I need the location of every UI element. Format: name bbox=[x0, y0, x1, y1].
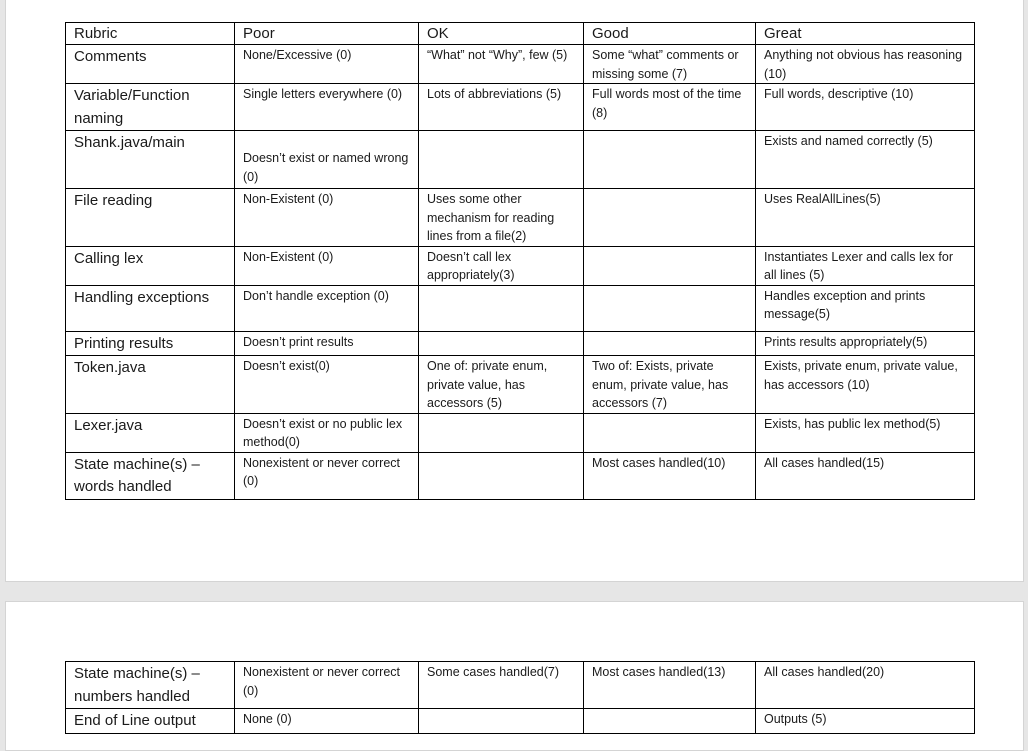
header-cell-great: Great bbox=[756, 23, 975, 45]
document-page-2 bbox=[5, 601, 1024, 751]
ok-cell bbox=[419, 709, 584, 734]
criterion-cell: State machine(s) – numbers handled bbox=[66, 662, 235, 709]
poor-cell: Nonexistent or never correct (0) bbox=[235, 452, 419, 499]
poor-cell: None/Excessive (0) bbox=[235, 45, 419, 84]
criterion-cell: File reading bbox=[66, 189, 235, 247]
table-row bbox=[66, 189, 975, 247]
ok-cell: Some cases handled(7) bbox=[419, 662, 584, 709]
header-cell-poor: Poor bbox=[235, 23, 419, 45]
good-cell bbox=[584, 709, 756, 734]
great-cell: Uses RealAllLines(5) bbox=[756, 189, 975, 247]
great-cell: Outputs (5) bbox=[756, 709, 975, 734]
good-cell: Most cases handled(13) bbox=[584, 662, 756, 709]
good-cell: Some “what” comments or missing some (7) bbox=[584, 45, 756, 84]
great-cell: Exists, has public lex method(5) bbox=[756, 413, 975, 452]
table-row bbox=[66, 84, 975, 131]
criterion-cell: Calling lex bbox=[66, 246, 235, 285]
table-row bbox=[66, 452, 975, 499]
table-row bbox=[66, 131, 975, 189]
ok-cell: “What” not “Why”, few (5) bbox=[419, 45, 584, 84]
criterion-cell: End of Line output bbox=[66, 709, 235, 734]
criterion-cell: Token.java bbox=[66, 356, 235, 414]
great-cell: Full words, descriptive (10) bbox=[756, 84, 975, 131]
criterion-cell: Printing results bbox=[66, 331, 235, 356]
table-row bbox=[66, 246, 975, 285]
good-cell bbox=[584, 413, 756, 452]
header-cell-ok: OK bbox=[419, 23, 584, 45]
criterion-cell: State machine(s) – words handled bbox=[66, 452, 235, 499]
ok-cell: Doesn’t call lex appropriately(3) bbox=[419, 246, 584, 285]
poor-cell: Doesn’t exist(0) bbox=[235, 356, 419, 414]
header-cell-rubric: Rubric bbox=[66, 23, 235, 45]
cell-spacer bbox=[243, 132, 410, 149]
ok-cell bbox=[419, 452, 584, 499]
table-row bbox=[66, 356, 975, 414]
good-cell bbox=[584, 131, 756, 189]
criterion-cell: Shank.java/main bbox=[66, 131, 235, 189]
poor-cell: Non-Existent (0) bbox=[235, 189, 419, 247]
poor-cell: Non-Existent (0) bbox=[235, 246, 419, 285]
criterion-cell: Lexer.java bbox=[66, 413, 235, 452]
great-cell: Anything not obvious has reasoning (10) bbox=[756, 45, 975, 84]
ok-cell bbox=[419, 285, 584, 331]
great-cell: Exists and named correctly (5) bbox=[756, 131, 975, 189]
table-row bbox=[66, 662, 975, 709]
table-row bbox=[66, 285, 975, 331]
good-cell: Most cases handled(10) bbox=[584, 452, 756, 499]
poor-cell: Don’t handle exception (0) bbox=[235, 285, 419, 331]
criterion-cell: Variable/Function naming bbox=[66, 84, 235, 131]
rubric-header-row bbox=[66, 23, 975, 45]
great-cell: Handles exception and prints message(5) bbox=[756, 285, 975, 331]
good-cell bbox=[584, 331, 756, 356]
rubric-table-continued bbox=[65, 661, 975, 734]
good-cell bbox=[584, 285, 756, 331]
criterion-cell: Handling exceptions bbox=[66, 285, 235, 331]
great-cell: Instantiates Lexer and calls lex for all lines (5) bbox=[756, 246, 975, 285]
header-cell-good: Good bbox=[584, 23, 756, 45]
great-cell: All cases handled(20) bbox=[756, 662, 975, 709]
poor-cell: Single letters everywhere (0) bbox=[235, 84, 419, 131]
ok-cell bbox=[419, 413, 584, 452]
good-cell bbox=[584, 246, 756, 285]
good-cell: Two of: Exists, private enum, private value, has accessors (7) bbox=[584, 356, 756, 414]
good-cell bbox=[584, 189, 756, 247]
document-page-1 bbox=[5, 0, 1024, 582]
table-row bbox=[66, 45, 975, 84]
poor-cell: Doesn’t exist or no public lex method(0) bbox=[235, 413, 419, 452]
ok-cell bbox=[419, 331, 584, 356]
table-row bbox=[66, 331, 975, 356]
table-row bbox=[66, 413, 975, 452]
ok-cell: One of: private enum, private value, has accessors (5) bbox=[419, 356, 584, 414]
poor-cell bbox=[235, 131, 419, 189]
great-cell: All cases handled(15) bbox=[756, 452, 975, 499]
criterion-cell: Comments bbox=[66, 45, 235, 84]
ok-cell bbox=[419, 131, 584, 189]
great-cell: Prints results appropriately(5) bbox=[756, 331, 975, 356]
poor-cell-text: Doesn’t exist or named wrong (0) bbox=[243, 151, 409, 184]
ok-cell: Uses some other mechanism for reading lines from a file(2) bbox=[419, 189, 584, 247]
table-row bbox=[66, 709, 975, 734]
poor-cell: Nonexistent or never correct (0) bbox=[235, 662, 419, 709]
great-cell: Exists, private enum, private value, has accessors (10) bbox=[756, 356, 975, 414]
ok-cell: Lots of abbreviations (5) bbox=[419, 84, 584, 131]
good-cell: Full words most of the time (8) bbox=[584, 84, 756, 131]
poor-cell: None (0) bbox=[235, 709, 419, 734]
rubric-table bbox=[65, 22, 975, 500]
poor-cell: Doesn’t print results bbox=[235, 331, 419, 356]
